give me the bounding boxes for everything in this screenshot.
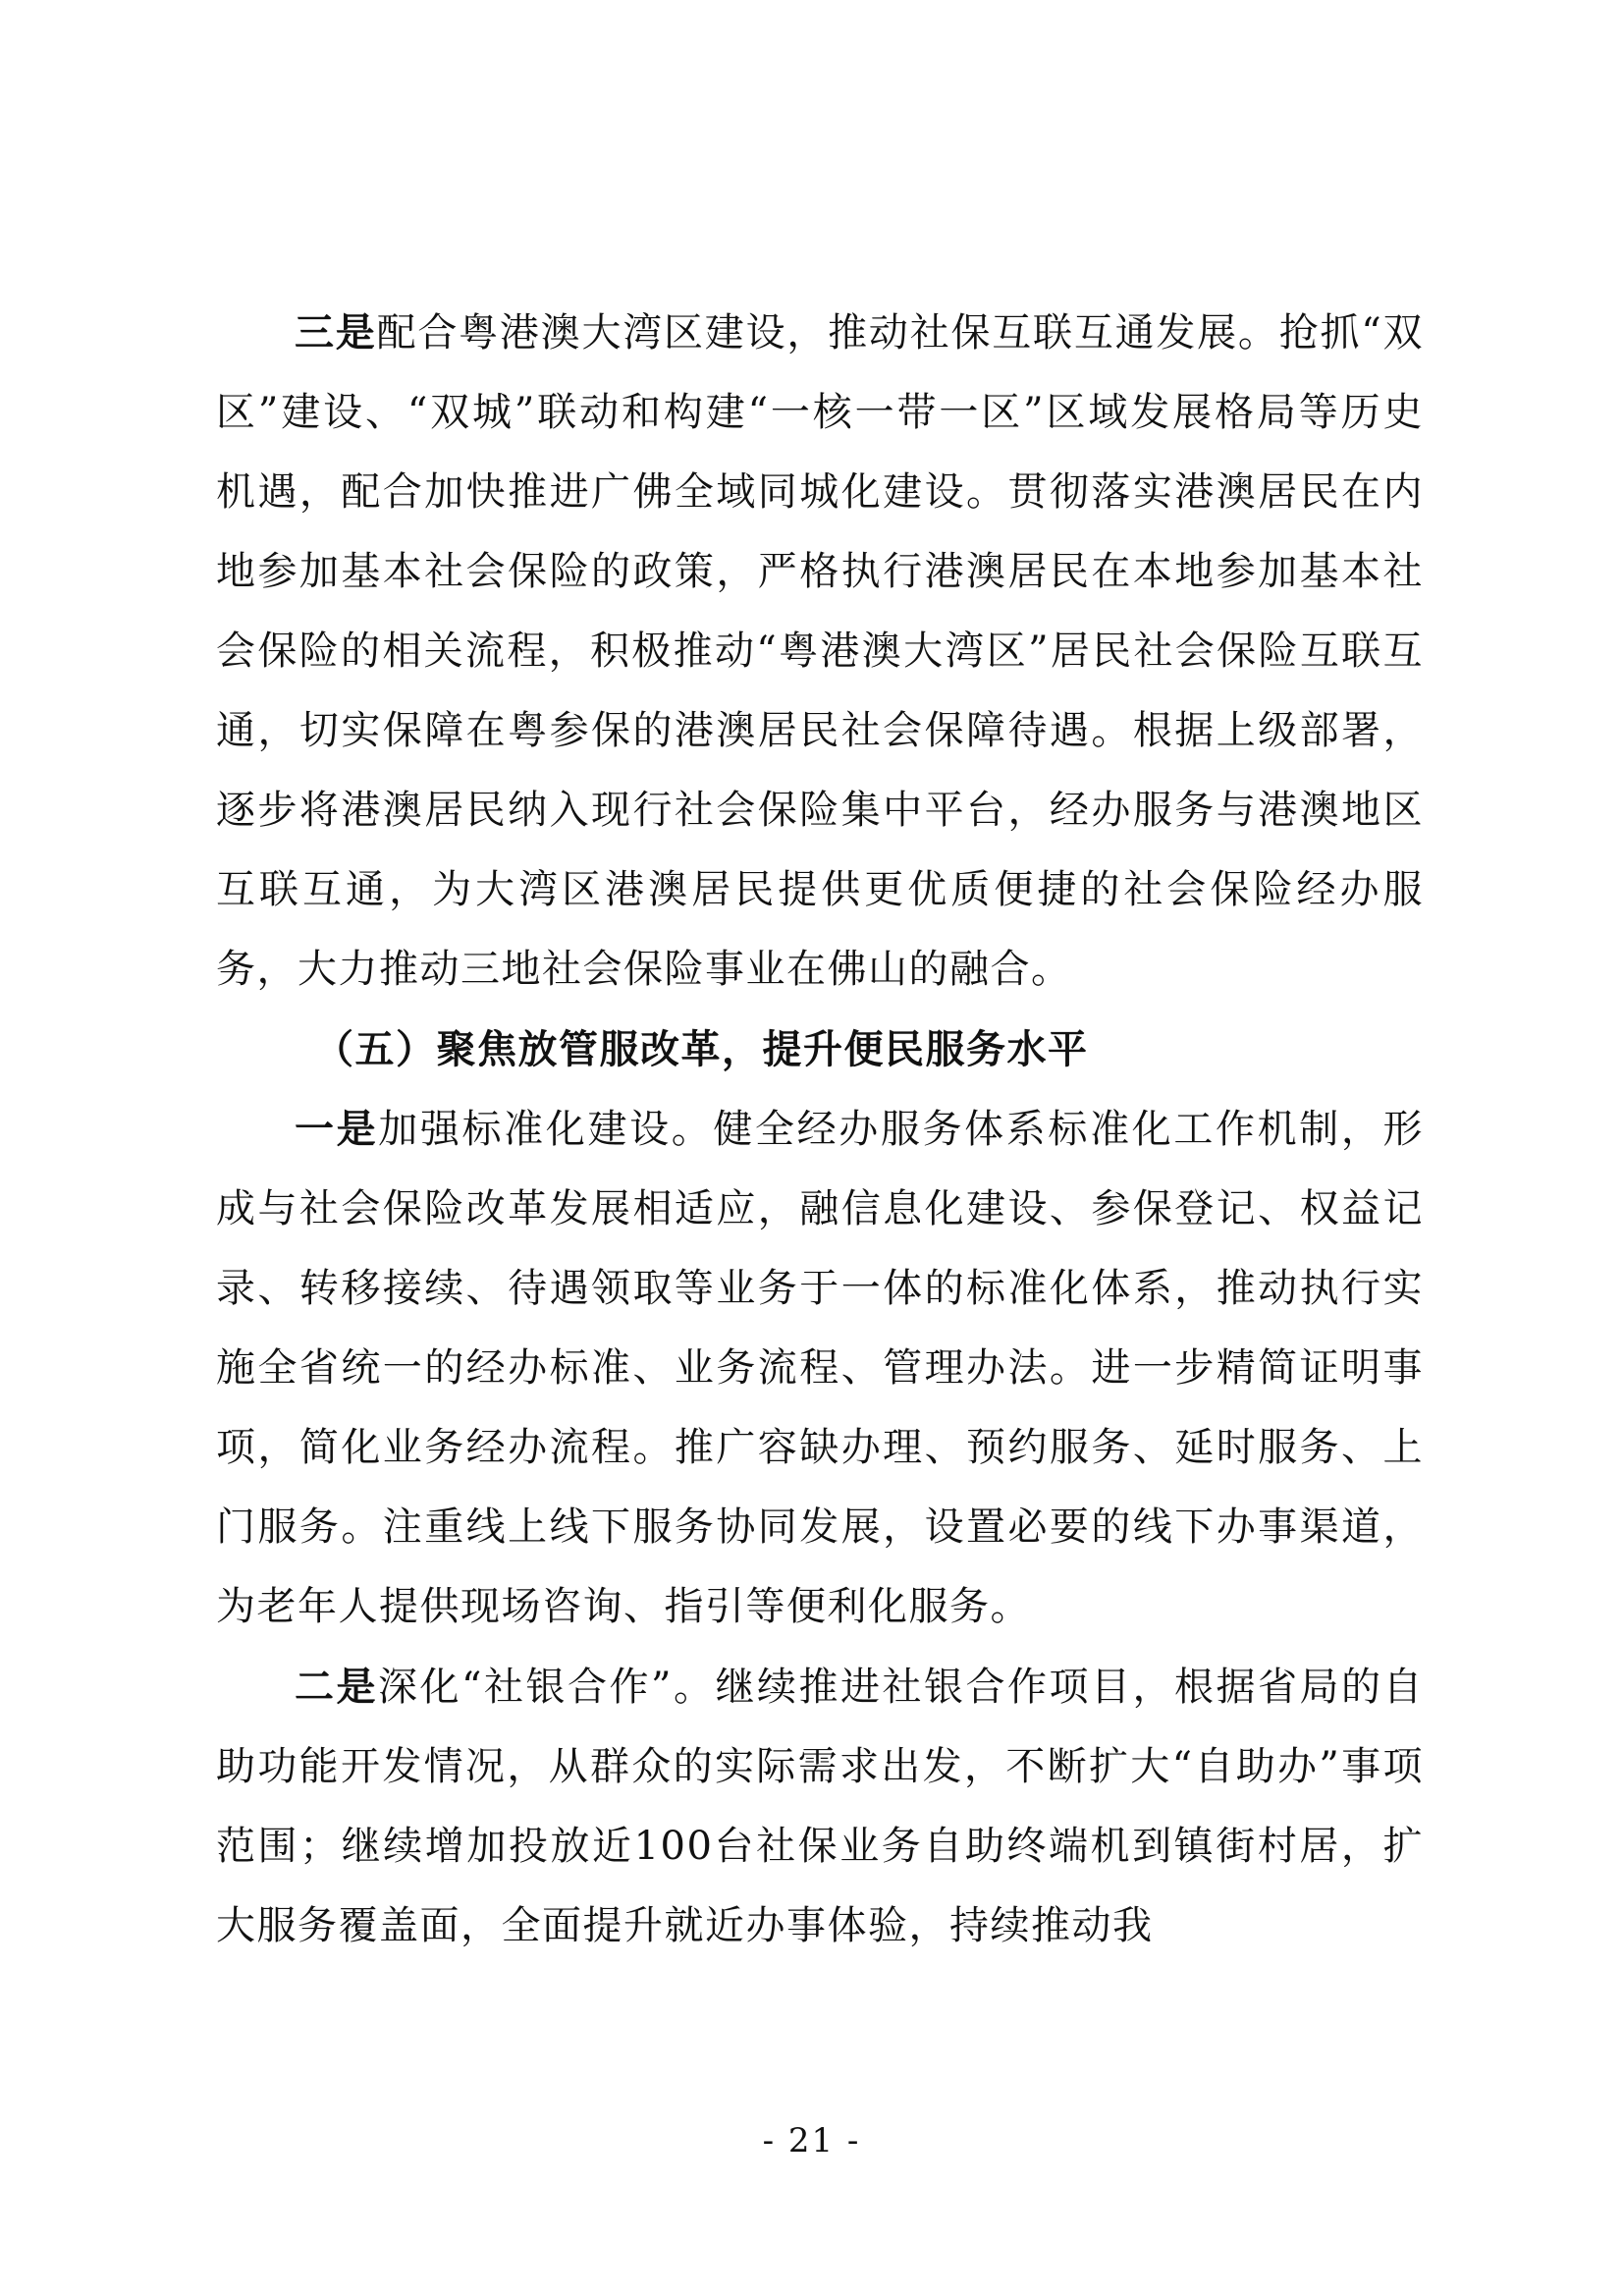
- page-number: - 21 -: [762, 2121, 861, 2160]
- paragraph-hong-kong-macao-integration: [216, 293, 1424, 1010]
- paragraph-standardization: [216, 1089, 1424, 1647]
- paragraph-lead: 一是: [295, 1106, 379, 1152]
- paragraph-text: 加强标准化建设。健全经办服务体系标准化工作机制，形成与社会保险改革发展相适应，融信息化建设、参保登记、权益记录、转移接续、待遇领取等业务于一体的标准化体系，推动执行实施全省统一的经办标准、业务流程、管理办法。进一步精简证明事项，简化业务经办流程。推广容缺办理、预约服务、延时服务、上门服务。注重线上线下服务协同发展，设置必要的线下办事渠道，为老年人提供现场咨询、指引等便利化服务。: [216, 1107, 1425, 1629]
- paragraph-lead: 二是: [295, 1664, 379, 1710]
- paragraph-text: 深化“社银合作”。继续推进社银合作项目，根据省局的自助功能开发情况，从群众的实际需求出发，不断扩大“自助办”事项范围；继续增加投放近100台社保业务自助终端机到镇街村居，扩大服务覆盖面，全面提升就近办事体验，持续推动我: [216, 1665, 1425, 1948]
- paragraph-text: 配合粤港澳大湾区建设，推动社保互联互通发展。抢抓“双区”建设、“双城”联动和构建“一核一带一区”区域发展格局等历史机遇，配合加快推进广佛全域同城化建设。贯彻落实港澳居民在内地参加基本社会保险的政策，严格执行港澳居民在本地参加基本社会保险的相关流程，积极推动“粤港澳大湾区”居民社会保险互联互通，切实保障在粤参保的港澳居民社会保障待遇。根据上级部署，逐步将港澳居民纳入现行社会保险集中平台，经办服务与港澳地区互联互通，为大湾区港澳居民提供更优质便捷的社会保险经办服务，大力推动三地社会保险事业在佛山的融合。: [216, 310, 1424, 992]
- section-heading: （五）聚焦放管服改革，提升便民服务水平: [314, 1026, 1089, 1072]
- document-body: [216, 293, 1424, 1966]
- paragraph-bank-cooperation: [216, 1647, 1424, 1966]
- paragraph-lead: 三是: [295, 309, 377, 355]
